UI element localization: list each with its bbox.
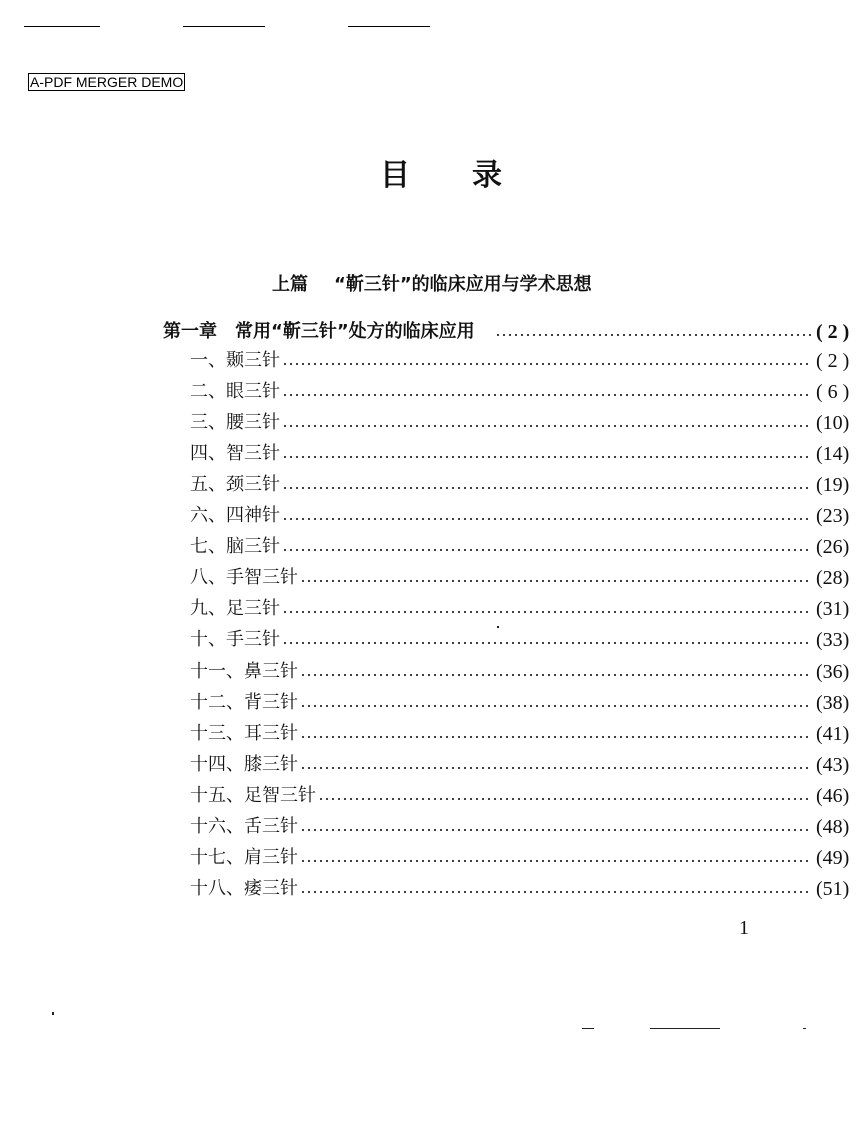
- toc-chapter-row[interactable]: [0, 318, 866, 346]
- toc-entry-page: (46): [816, 785, 850, 807]
- toc-leader-dots: [282, 517, 812, 521]
- toc-entry-row[interactable]: [0, 409, 866, 437]
- toc-leader-dots: [282, 548, 812, 552]
- scan-speck: [803, 1028, 806, 1029]
- toc-leader-dots: [282, 362, 812, 366]
- toc-entry-label: 十三、耳三针: [190, 723, 298, 744]
- toc-entry-row[interactable]: [0, 751, 866, 779]
- toc-leader-dots: [300, 828, 812, 832]
- toc-entry-row[interactable]: [0, 720, 866, 748]
- toc-entry-row[interactable]: [0, 533, 866, 561]
- toc-entry-label: 十二、背三针: [190, 692, 298, 713]
- toc-entry-page: (23): [816, 505, 850, 527]
- toc-entry-label: 十四、膝三针: [190, 754, 298, 775]
- toc-leader-dots: [282, 610, 812, 614]
- toc-entry-label: 八、手智三针: [190, 567, 298, 588]
- scan-speck: [582, 1028, 594, 1029]
- watermark-label: A-PDF MERGER DEMO: [30, 74, 184, 90]
- toc-entry-page: (48): [816, 816, 850, 838]
- toc-entry-page: (26): [816, 536, 850, 558]
- toc-entry-row[interactable]: [0, 689, 866, 717]
- toc-entry-page: (51): [816, 878, 850, 900]
- toc-entry-label: 十七、肩三针: [190, 847, 298, 868]
- toc-entry-page: (36): [816, 661, 850, 683]
- toc-chapter-page: ( 2 ): [816, 321, 850, 343]
- top-rule-1: [24, 26, 100, 27]
- toc-entry-label: 十一、鼻三针: [190, 661, 298, 682]
- top-rule-3: [348, 26, 430, 27]
- toc-entry-page: (33): [816, 629, 850, 651]
- toc-entry-page: (49): [816, 847, 850, 869]
- scan-speck: [52, 1012, 54, 1015]
- top-rule-2: [183, 26, 265, 27]
- toc-leader-dots: [300, 766, 812, 770]
- toc-entry-label: 三、腰三针: [190, 412, 280, 433]
- toc-entry-row[interactable]: [0, 347, 866, 375]
- toc-entry-row[interactable]: [0, 440, 866, 468]
- toc-leader-dots: [282, 455, 812, 459]
- toc-entry-row[interactable]: [0, 626, 866, 654]
- toc-entry-label: 一、颞三针: [190, 350, 280, 371]
- toc-entry-page: (28): [816, 567, 850, 589]
- toc-leader-dots: [282, 424, 812, 428]
- toc-entry-row[interactable]: [0, 502, 866, 530]
- toc-entry-row[interactable]: [0, 875, 866, 903]
- toc-entry-label: 十六、舌三针: [190, 816, 298, 837]
- toc-entry-page: (31): [816, 598, 850, 620]
- toc-entry-row[interactable]: [0, 844, 866, 872]
- toc-entry-label: 十八、痿三针: [190, 878, 298, 899]
- toc-entry-row[interactable]: [0, 782, 866, 810]
- part-label: 上篇: [272, 274, 308, 295]
- toc-chapter-label: 第一章 常用“靳三针”处方的临床应用: [163, 321, 475, 342]
- toc-entry-label: 六、四神针: [190, 505, 280, 526]
- page-number: 1: [739, 917, 749, 939]
- toc-entry-row[interactable]: [0, 378, 866, 406]
- toc-entry-label: 七、脑三针: [190, 536, 280, 557]
- toc-entry-row[interactable]: [0, 658, 866, 686]
- toc-leader-dots: [300, 673, 812, 677]
- toc-entry-label: 五、颈三针: [190, 474, 280, 495]
- toc-entry-page: (19): [816, 474, 850, 496]
- toc-leader-dots: [282, 641, 812, 645]
- toc-entry-page: (38): [816, 692, 850, 714]
- toc-entry-row[interactable]: [0, 471, 866, 499]
- toc-entry-page: ( 2 ): [816, 350, 850, 372]
- part-name: “靳三针”的临床应用与学术思想: [334, 274, 592, 295]
- toc-leader-dots: [300, 735, 812, 739]
- part-title: [272, 272, 592, 298]
- toc-leader-dots: [282, 393, 812, 397]
- toc-entry-row[interactable]: [0, 813, 866, 841]
- toc-entry-label: 九、足三针: [190, 598, 280, 619]
- toc-leader-dots: [495, 333, 812, 337]
- toc-entry-row[interactable]: [0, 595, 866, 623]
- scan-speck: [650, 1028, 720, 1029]
- toc-entry-page: (10): [816, 412, 850, 434]
- toc-leader-dots: [300, 890, 812, 894]
- toc-leader-dots: [300, 704, 812, 708]
- toc-entry-page: (14): [816, 443, 850, 465]
- toc-leader-dots: [282, 486, 812, 490]
- toc-leader-dots: [300, 579, 812, 583]
- toc-entry-page: ( 6 ): [816, 381, 850, 403]
- toc-leader-dots: [318, 797, 812, 801]
- toc-entry-row[interactable]: [0, 564, 866, 592]
- toc-entry-label: 十五、足智三针: [190, 785, 316, 806]
- toc-entry-page: (43): [816, 754, 850, 776]
- toc-entry-page: (41): [816, 723, 850, 745]
- toc-leader-dots: [300, 859, 812, 863]
- scan-speck: [497, 626, 499, 628]
- toc-entry-label: 四、智三针: [190, 443, 280, 464]
- toc-entry-label: 二、眼三针: [190, 381, 280, 402]
- toc-entry-label: 十、手三针: [190, 629, 280, 650]
- page-title: 目录: [380, 158, 564, 193]
